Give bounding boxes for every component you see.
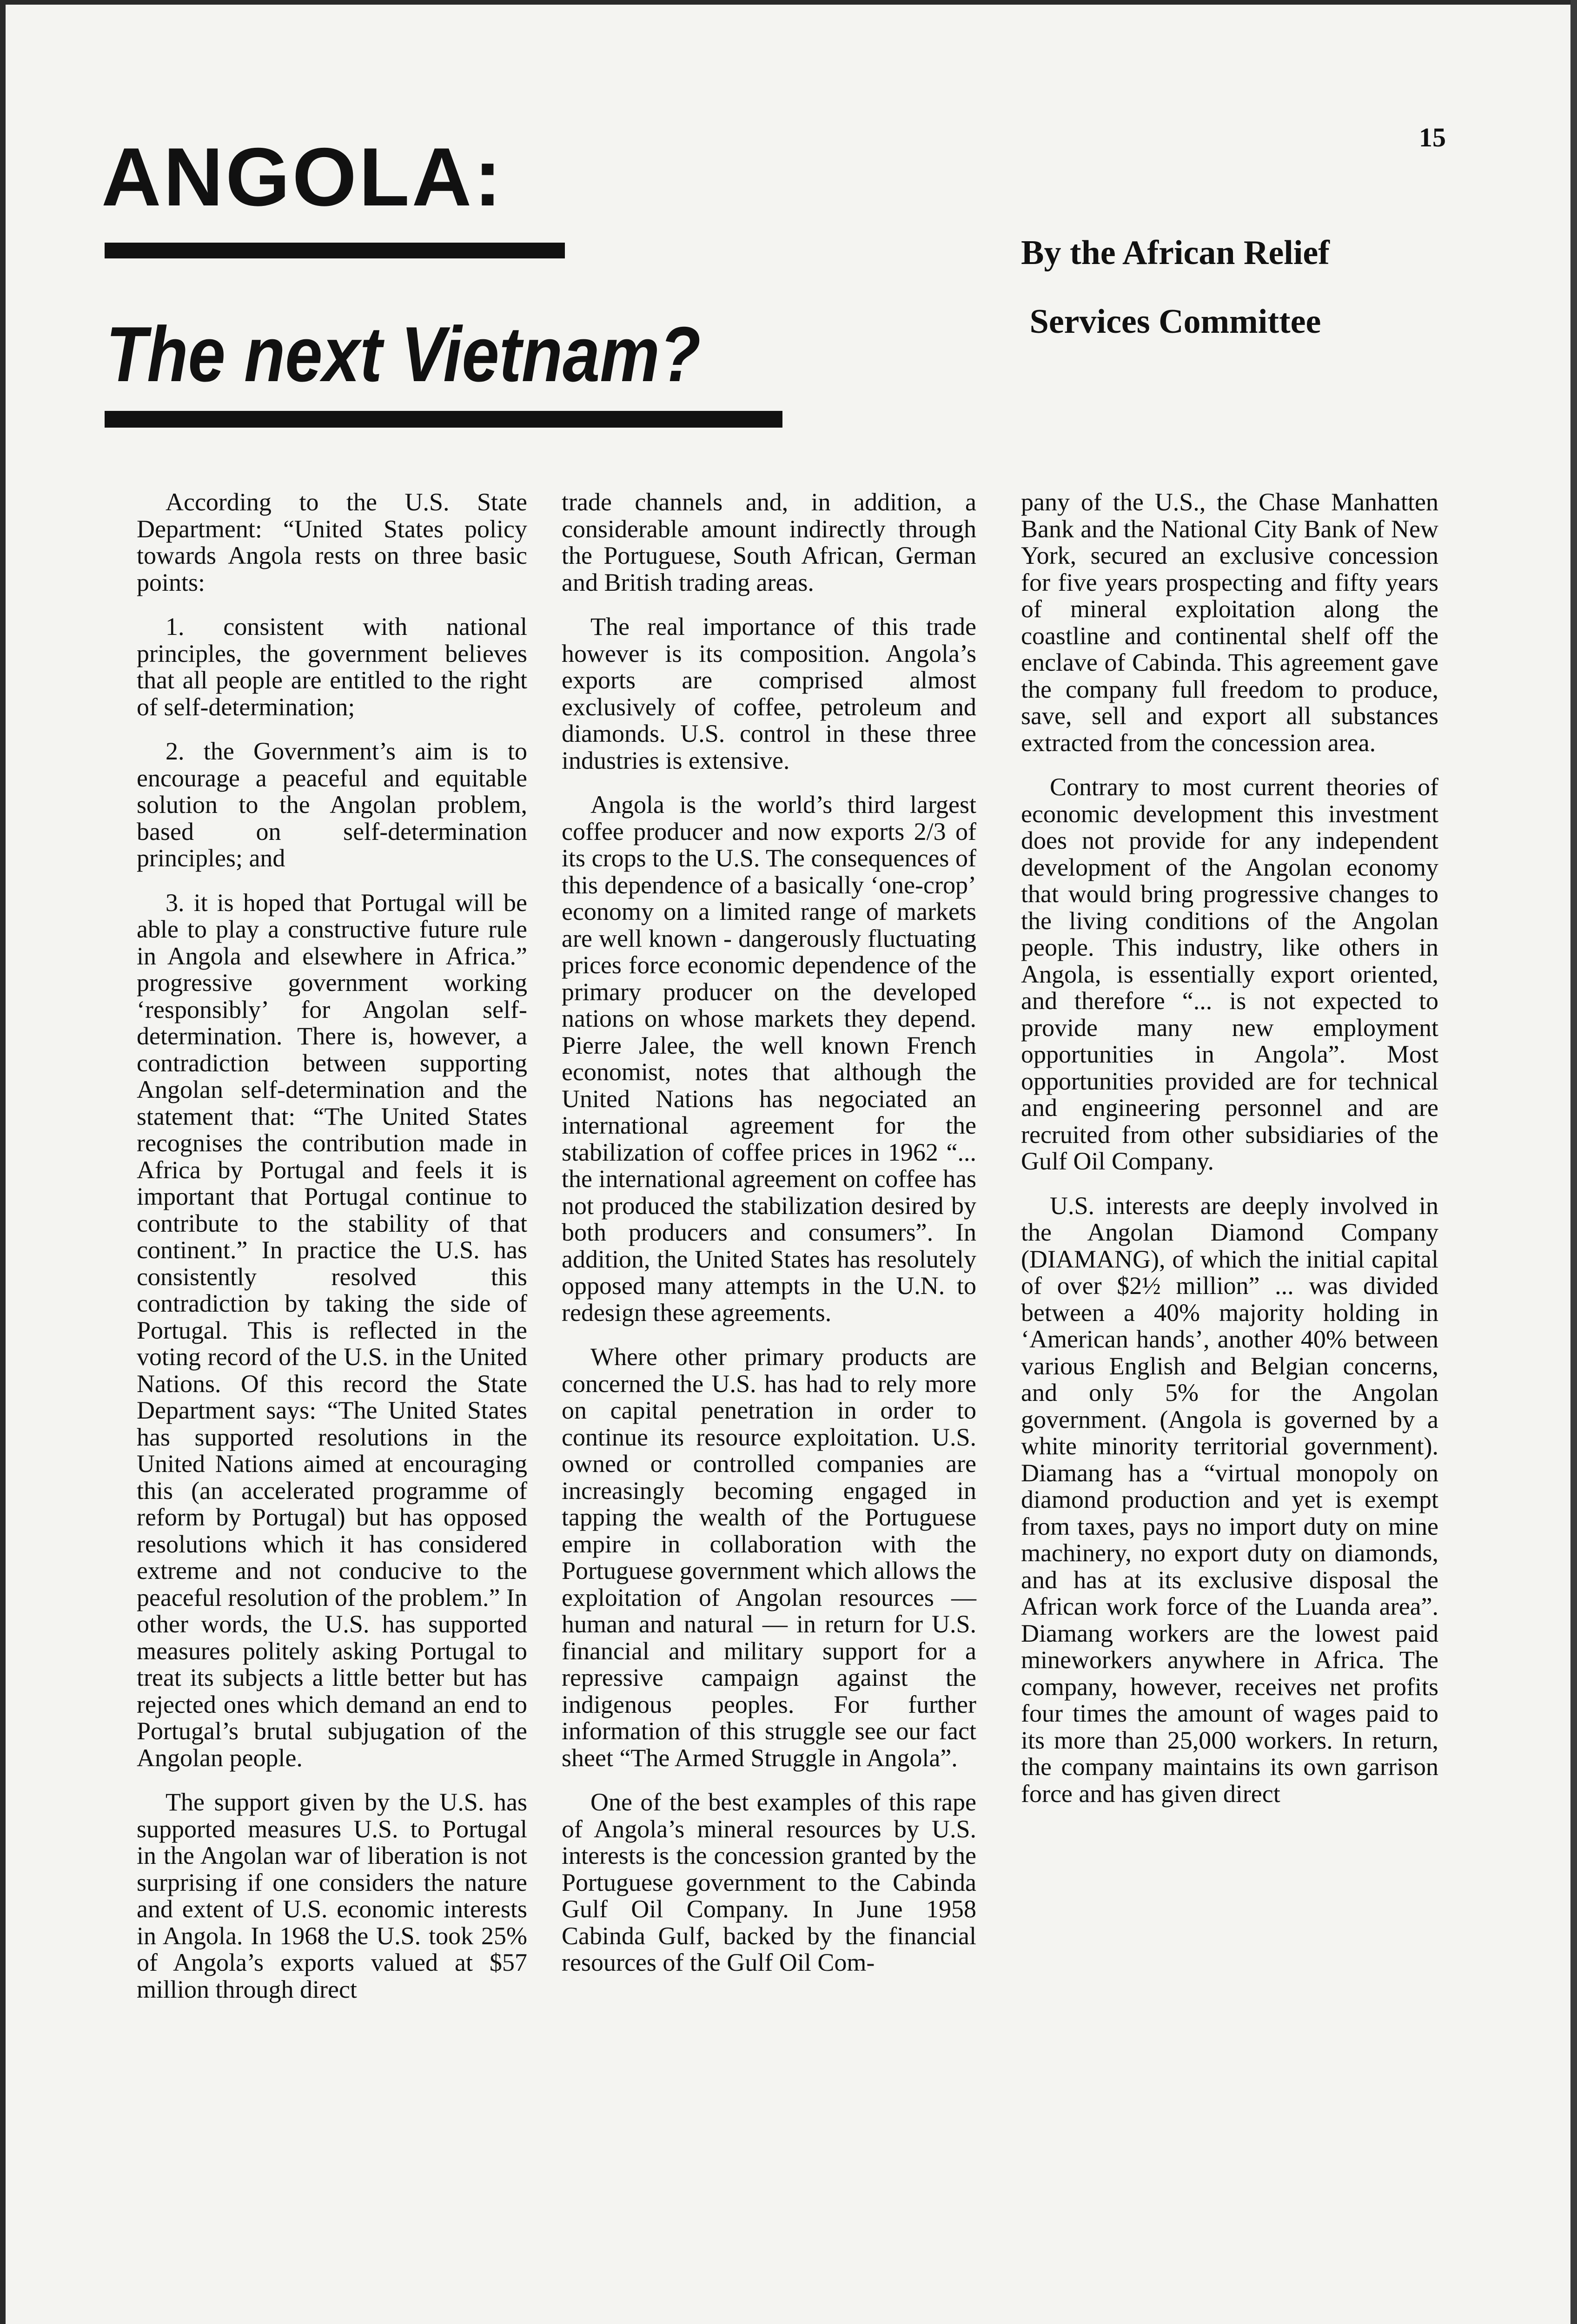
headline-underline <box>105 243 565 258</box>
paragraph: pany of the U.S., the Chase Manhatten Bank and the National City Bank of New York, secured an exclusive concession for five years prospecting and fifty years of mineral exploitation along the coastline and continental shelf off the enclave of Cabinda. This agreement gave the company full freedom to produce, save, sell and export all substances extracted from the concession area. <box>1021 488 1438 757</box>
paragraph: U.S. interests are deeply involved in the Angolan Diamond Company (DIAMANG), of which the initial capital of over $2½ million” ... was divided between a 40% majority holding in ‘American hands’, another 40% between various English and Belgian concerns, and only 5% for the Angolan government. (Angola is governed by a white minority territorial government). Diamang has a “virtual monopoly on diamond production and yet is exempt from taxes, pays no import duty on mine machinery, no export duty on diamonds, and has at its exclusive disposal the African work force of the Luanda area”. Diamang workers are the lowest paid mineworkers anywhere in Africa. The company, however, receives net profits four times the amount of wages paid to its more than 25,000 workers. In return, the company maintains its own garrison force and has given direct <box>1021 1191 1438 1808</box>
headline-title: ANGOLA: <box>101 131 504 223</box>
paragraph: Contrary to most current theories of economic development this investment does not provide for any independent development of the Angolan economy that would bring progressive changes to the living conditions of the Angolan people. This industry, like others in Angola, is essentially export oriented, and therefore “... is not expected to provide many new employment opportunities in Angola”. Most opportunities provided are for technical and engineering personnel and are recruited from other subsidiaries of the Gulf Oil Company. <box>1021 773 1438 1175</box>
headline-subtitle: The next Vietnam? <box>106 310 701 398</box>
paragraph: 1. consistent with national principles, the government believes that all people are entitled to the right of self-determination; <box>137 613 527 721</box>
paragraph: According to the U.S. State Department: “United States policy towards Angola rests on three basic points: <box>137 488 527 596</box>
page-number: 15 <box>1419 122 1446 152</box>
paragraph: trade channels and, in addition, a considerable amount indirectly through the Portuguese, South African, German and British trading areas. <box>562 488 976 596</box>
article-column-3 <box>1021 489 1438 1825</box>
scan-border-left <box>0 0 6 2324</box>
scan-border-top <box>0 0 1577 5</box>
subtitle-underline <box>105 411 782 428</box>
paragraph: The support given by the U.S. has supported measures U.S. to Portugal in the Angolan war of liberation is not surprising if one considers the nature and extent of U.S. economic interests in Angola. In 1968 the U.S. took 25% of Angola’s exports valued at $57 million through direct <box>137 1788 527 2003</box>
scan-border-right <box>1570 0 1577 2324</box>
paragraph: 3. it is hoped that Portugal will be able to play a constructive future rule in Angola and elsewhere in Africa.” progressive government working ‘responsibly’ for Angolan self-determination. There is, however, a contradiction between supporting Angolan self-determination and the statement that: “The United States recognises the contribution made in Africa by Portugal and feels it is important that Portugal continue to contribute to the stability of that continent.” In practice the U.S. has consistently resolved this contradiction by taking the side of Portugal. This is reflected in the voting record of the U.S. in the United Nations. Of this record the State Department says: “The United States has supported resolutions in the United Nations aimed at encouraging this (an accelerated programme of reform by Portugal) but has opposed resolutions which it has considered extreme and not conducive to the peaceful resolution of the problem.” In other words, the U.S. has supported measures politely asking Portugal to treat its subjects a little better but has rejected ones which demand an end to Portugal’s brutal subjugation of the Angolan people. <box>137 888 527 1772</box>
article-column-1 <box>137 489 527 2020</box>
byline-line-2: Services Committee <box>1029 303 1321 341</box>
article-column-2 <box>562 489 976 1994</box>
byline <box>975 218 1375 356</box>
paragraph: 2. the Government’s aim is to encourage a peaceful and equitable solution to the Angolan problem, based on self-determination principles; and <box>137 737 527 872</box>
byline-line-1: By the African Relief <box>1021 234 1330 272</box>
paragraph: One of the best examples of this rape of Angola’s mineral resources by U.S. interests is the concession granted by the Portuguese government to the Cabinda Gulf Oil Company. In June 1958 Cabinda Gulf, backed by the financial resources of the Gulf Oil Com- <box>562 1788 976 1976</box>
paragraph: The real importance of this trade however is its composition. Angola’s exports are comprised almost exclusively of coffee, petroleum and diamonds. U.S. control in these three industries is extensive. <box>562 613 976 774</box>
paragraph: Angola is the world’s third largest coffee producer and now exports 2/3 of its crops to the U.S. The consequences of this dependence of a basically ‘one-crop’ economy on a limited range of markets are well known - dangerously fluctuating prices force economic dependence of the primary producer on the developed nations on whose markets they depend. Pierre Jalee, the well known French economist, notes that although the United Nations has negociated an international agreement for the stabilization of coffee prices in 1962 “... the international agreement on coffee has not produced the stabilization desired by both producers and consumers”. In addition, the United States has resolutely opposed many attempts in the U.N. to redesign these agreements. <box>562 791 976 1327</box>
paragraph: Where other primary products are concerned the U.S. has had to rely more on capital penetration in order to continue its resource exploitation. U.S. owned or controlled companies are increasingly becoming engaged in tapping the wealth of the Portuguese empire in collaboration with the Portuguese government which allows the exploitation of Angolan resources — human and natural — in return for U.S. financial and military support for a repressive campaign against the indigenous peoples. For further information of this struggle see our fact sheet “The Armed Struggle in Angola”. <box>562 1343 976 1772</box>
